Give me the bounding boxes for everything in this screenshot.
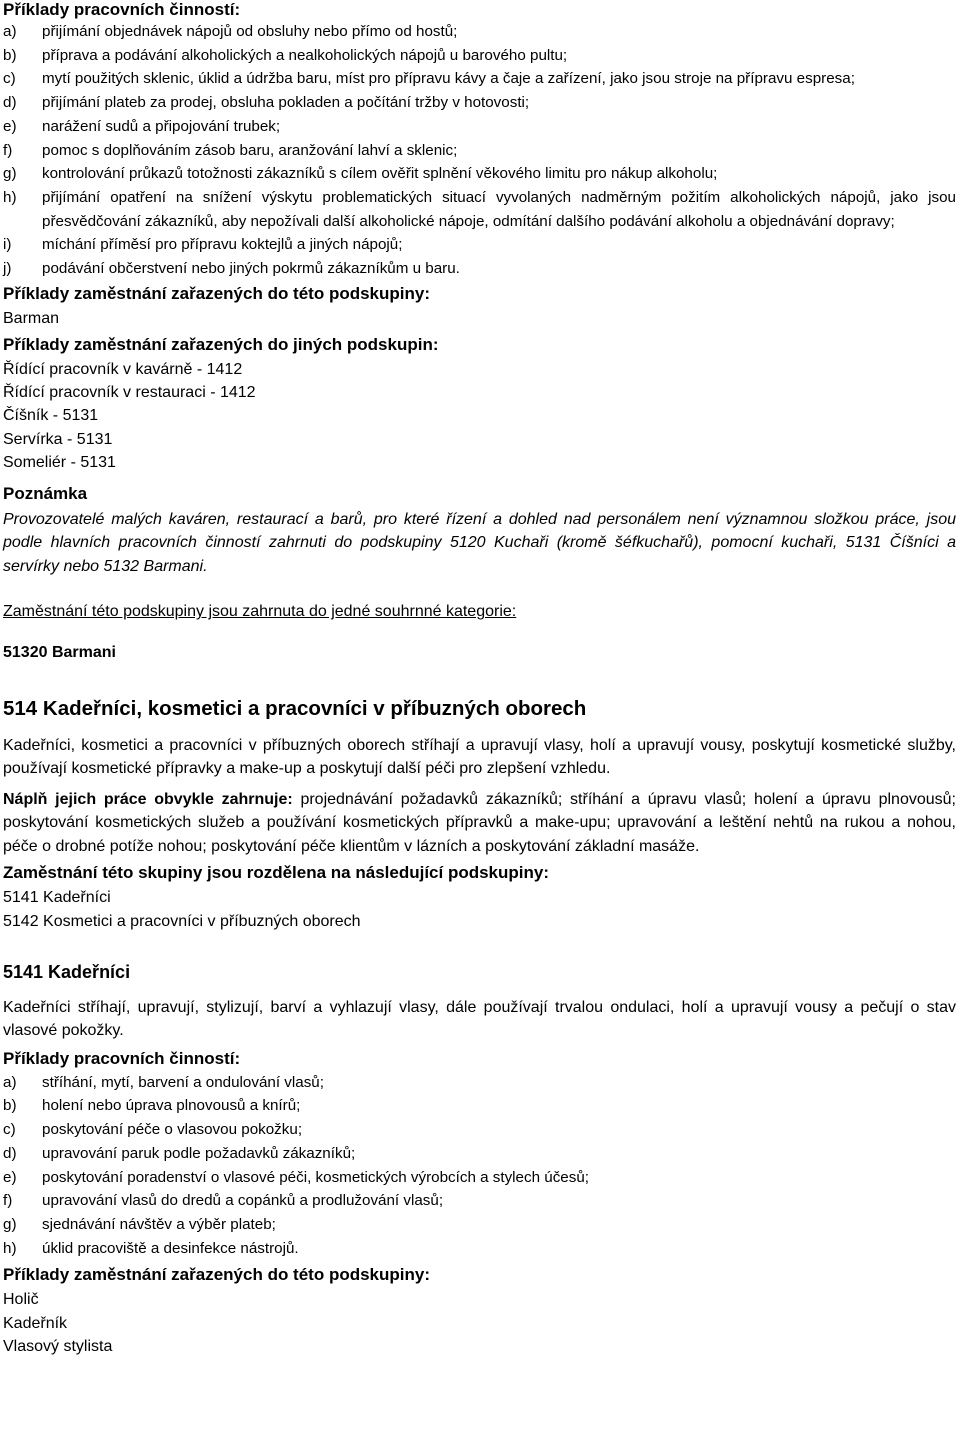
list-item: a) stříhání, mytí, barvení a ondulování vlasů; xyxy=(3,1073,324,1091)
list-item: g) kontrolování průkazů totožnosti zákazníků s cílem ověřit splnění věkového limitu pro nákup alkoholu; xyxy=(3,165,718,183)
group-514-title: 514 Kadeřníci, kosmetici a pracovníci v příbuzných oborech xyxy=(3,696,587,720)
group-514-work xyxy=(3,788,956,859)
subgroup-item: 5142 Kosmetici a pracovníci v příbuzných oborech xyxy=(3,912,361,930)
jobs-in-subgroup-heading: Příklady zaměstnání zařazených do této podskupiny: xyxy=(3,283,430,303)
note-text: Provozovatelé malých kaváren, restaurací a barů, pro které řízení a dohled nad personálem není významnou složkou práce, jsou podle hlavních pracovních činností zahrnuti do podskupiny 5120 Kuchaři (kromě šéfkuchařů), pomocní kuchaři, 5131 Číšníci a servírky nebo 5132 Barmani. xyxy=(3,510,956,575)
list-item: d) přijímání plateb za prodej, obsluha pokladen a počítání tržby v hotovosti; xyxy=(3,94,530,112)
job-item: Vlasový stylista xyxy=(3,1337,113,1355)
jobs-other-subgroups-heading: Příklady zaměstnání zařazených do jiných podskupin: xyxy=(3,334,439,354)
job-item: Barman xyxy=(3,309,60,327)
jobs-in-subgroup-heading: Příklady zaměstnání zařazených do této podskupiny: xyxy=(3,1265,430,1285)
job-item: Řídící pracovník v kavárně - 1412 xyxy=(3,360,243,378)
subgroup-5141-title: 5141 Kadeřníci xyxy=(3,961,131,982)
subgroup-5141-description: Kadeřníci stříhají, upravují, stylizují, barví a vyhlazují vlasy, dále používají trvalou ondulaci, holí a upravují vousy a pečují o stav vlasové pokožky. xyxy=(3,998,956,1040)
subgroups-list xyxy=(3,886,956,932)
list-item: c) mytí použitých sklenic, úklid a údržba baru, míst pro přípravu kávy a čaje a zařízení, jako jsou stroje na přípravu espresa; xyxy=(3,70,855,88)
list-item: h) úklid pracoviště a desinfekce nástrojů. xyxy=(3,1239,299,1257)
job-item: Holič xyxy=(3,1291,39,1309)
job-item: Kadeřník xyxy=(3,1314,68,1332)
note-heading: Poznámka xyxy=(3,483,88,503)
jobs-list xyxy=(3,1288,956,1358)
work-text: projednávání požadavků zákazníků; stříhání a úpravu vlasů; holení a úpravu plnovousů; poskytování kosmetických služeb a používání kosmetických přípravků a make-upu; upravování a leštění nehtů na rukou a nohou, péče o drobné potíže nohou; poskytování péče klientům v lázních a poskytování základní masáže. xyxy=(3,790,956,855)
list-item: j) podávání občerstvení nebo jiných pokrmů zákazníkům u baru. xyxy=(3,260,460,278)
subgroup-item: 5141 Kadeřníci xyxy=(3,889,111,907)
activities-heading: Příklady pracovních činností: xyxy=(3,0,241,19)
group-514-description: Kadeřníci, kosmetici a pracovníci v příbuzných oborech stříhají a upravují vlasy, holí a upravují vousy, poskytují kosmetické služby, používají kosmetické přípravky a make-up a poskytují další péči pro zlepšení vzhledu. xyxy=(3,736,956,778)
activities-list xyxy=(3,1071,956,1261)
job-item: Servírka - 5131 xyxy=(3,430,113,448)
list-item: f) pomoc s doplňováním zásob baru, aranžování lahví a sklenic; xyxy=(3,141,458,159)
list-item: a) přijímání objednávek nápojů od obsluhy nebo přímo od hostů; xyxy=(3,23,458,40)
list-item: b) příprava a podávání alkoholických a nealkoholických nápojů u barového pultu; xyxy=(3,46,568,64)
job-item: Someliér - 5131 xyxy=(3,453,116,471)
list-item: e) poskytování poradenství o vlasové péči, kosmetických výrobcích a stylech účesů; xyxy=(3,1168,590,1186)
activities-list xyxy=(3,20,956,281)
division-heading: Zaměstnání této skupiny jsou rozdělena na následující podskupiny: xyxy=(3,863,549,883)
job-item: Číšník - 5131 xyxy=(3,407,99,425)
list-item: h) přijímání opatření na snížení výskytu problematických situací vyvolaných nadměrným požitím alkoholických nápojů, jako jsou přesvědčování zákazníků, aby nepožívali další alkoholické nápoje, odmítání dalšího podávání alkoholu a objednávání dopravy; xyxy=(3,188,956,230)
list-item: e) narážení sudů a připojování trubek; xyxy=(3,117,281,135)
summary-category-heading: Zaměstnání této podskupiny jsou zahrnuta do jedné souhrnné kategorie: xyxy=(3,603,517,621)
other-jobs-list xyxy=(3,358,956,474)
list-item: d) upravování paruk podle požadavků zákazníků; xyxy=(3,1144,356,1162)
list-item: c) poskytování péče o vlasovou pokožku; xyxy=(3,1121,303,1139)
list-item: b) holení nebo úprava plnovousů a knírů; xyxy=(3,1097,301,1115)
job-item: Řídící pracovník v restauraci - 1412 xyxy=(3,384,256,402)
activities-heading: Příklady pracovních činností: xyxy=(3,1048,241,1068)
list-item: f) upravování vlasů do dredů a copánků a prodlužování vlasů; xyxy=(3,1192,444,1210)
summary-category-item: 51320 Barmani xyxy=(3,643,116,661)
list-item: g) sjednávání návštěv a výběr plateb; xyxy=(3,1215,276,1233)
work-label: Náplň jejich práce obvykle zahrnuje: xyxy=(3,790,293,808)
list-item: i) míchání příměsí pro přípravu koktejlů a jiných nápojů; xyxy=(3,236,403,254)
